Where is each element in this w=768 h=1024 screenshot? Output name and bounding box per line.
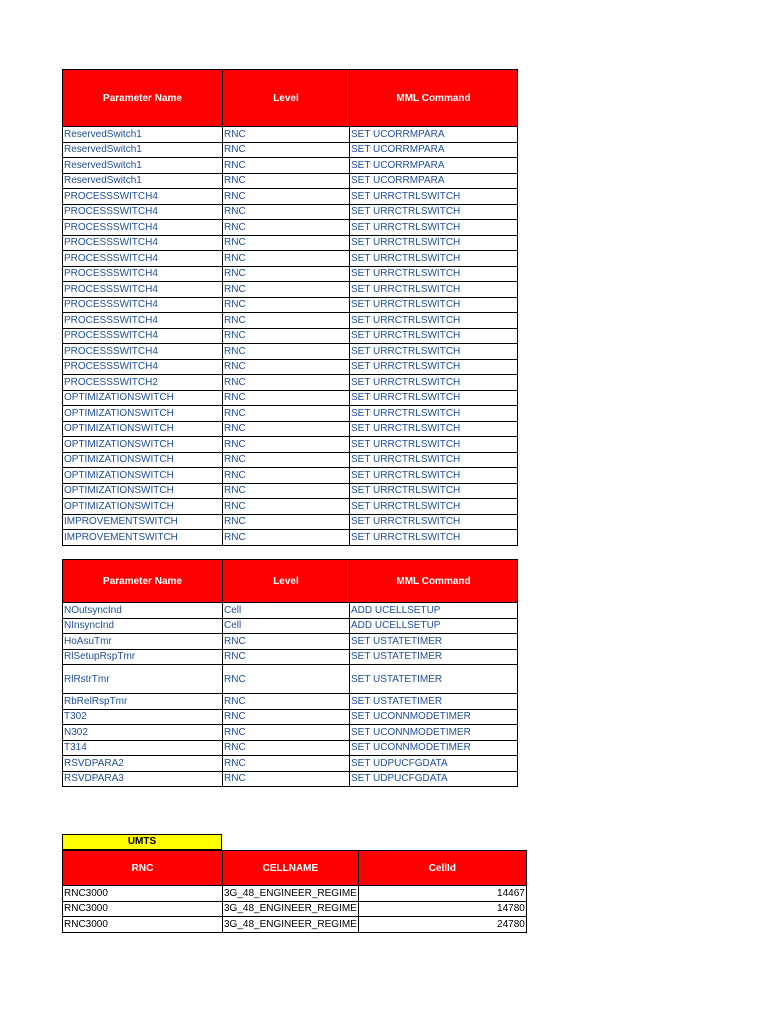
header-rnc: RNC <box>63 851 223 886</box>
table-cell: SET URRCTRLSWITCH <box>350 235 518 251</box>
table-row <box>63 886 527 902</box>
table-row <box>63 530 518 546</box>
table-cell: SET UCONNMODETIMER <box>350 709 518 725</box>
table-cell: RNC <box>223 344 350 360</box>
table-cell: 3G_48_ENGINEER_REGIME <box>223 886 359 902</box>
table-cell: PROCESSSWITCH4 <box>63 204 223 220</box>
parameter-table-2 <box>62 559 518 787</box>
table-row <box>63 313 518 329</box>
table-cell: RNC <box>223 530 350 546</box>
table-cell: SET URRCTRLSWITCH <box>350 282 518 298</box>
table-row <box>63 204 518 220</box>
table-cell: RNC <box>223 406 350 422</box>
cell-table <box>62 850 527 933</box>
header-mml-command: MML Command <box>350 70 518 127</box>
table-cell: SET UCONNMODETIMER <box>350 740 518 756</box>
table-cell: RNC3000 <box>63 901 223 917</box>
table-cell: RNC <box>223 694 350 710</box>
table-row <box>63 468 518 484</box>
table-cell: RNC <box>223 359 350 375</box>
table-cell: SET URRCTRLSWITCH <box>350 390 518 406</box>
table-cell: SET URRCTRLSWITCH <box>350 437 518 453</box>
table-row <box>63 375 518 391</box>
parameter-table-1 <box>62 69 518 546</box>
table-cell: RNC <box>223 297 350 313</box>
table-row <box>63 740 518 756</box>
table-cell: HoAsuTmr <box>63 634 223 650</box>
table-cell: OPTIMIZATIONSWITCH <box>63 437 223 453</box>
table-row <box>63 158 518 174</box>
table-cell: SET URRCTRLSWITCH <box>350 483 518 499</box>
table-row <box>63 725 518 741</box>
table-cell: RNC <box>223 514 350 530</box>
table-cell: OPTIMIZATIONSWITCH <box>63 421 223 437</box>
table-row <box>63 173 518 189</box>
table-cell: PROCESSSWITCH4 <box>63 359 223 375</box>
table-cell: OPTIMIZATIONSWITCH <box>63 468 223 484</box>
table-cell: 3G_48_ENGINEER_REGIME <box>223 917 359 933</box>
table-row <box>63 235 518 251</box>
table-cell: SET URRCTRLSWITCH <box>350 328 518 344</box>
table-cell: ReservedSwitch1 <box>63 173 223 189</box>
table-cell: RNC <box>223 189 350 205</box>
table-cell: ADD UCELLSETUP <box>350 603 518 619</box>
table-cell: SET URRCTRLSWITCH <box>350 189 518 205</box>
header-level: Level <box>223 560 350 603</box>
table-cell: RNC <box>223 421 350 437</box>
table-cell: RbRelRspTmr <box>63 694 223 710</box>
table-row <box>63 359 518 375</box>
table-cell: PROCESSSWITCH4 <box>63 266 223 282</box>
table-cell: SET UDPUCFGDATA <box>350 756 518 772</box>
table-cell: SET URRCTRLSWITCH <box>350 421 518 437</box>
table-cell: RNC <box>223 375 350 391</box>
header-cellid: CellId <box>358 851 526 886</box>
table-cell: OPTIMIZATIONSWITCH <box>63 390 223 406</box>
table-row <box>63 514 518 530</box>
header-parameter-name: Parameter Name <box>63 70 223 127</box>
table-cell: Cell <box>223 618 350 634</box>
table-cell: RNC <box>223 634 350 650</box>
table-row <box>63 189 518 205</box>
table-cell: OPTIMIZATIONSWITCH <box>63 499 223 515</box>
table-cell: SET URRCTRLSWITCH <box>350 251 518 267</box>
table-cell: SET URRCTRLSWITCH <box>350 530 518 546</box>
table-cell: SET USTATETIMER <box>350 694 518 710</box>
table-row <box>63 603 518 619</box>
table-cell: RNC <box>223 499 350 515</box>
table-row <box>63 499 518 515</box>
table-cell: PROCESSSWITCH4 <box>63 189 223 205</box>
table-cell: SET UCONNMODETIMER <box>350 725 518 741</box>
table-cell: RNC <box>223 649 350 665</box>
table-cell: RNC <box>223 468 350 484</box>
table-cell: RNC <box>223 313 350 329</box>
table-row <box>63 437 518 453</box>
table-cell: OPTIMIZATIONSWITCH <box>63 406 223 422</box>
table-cell: SET USTATETIMER <box>350 665 518 694</box>
table-cell: 14780 <box>358 901 526 917</box>
table-cell: RSVDPARA3 <box>63 771 223 787</box>
table-cell: SET URRCTRLSWITCH <box>350 499 518 515</box>
table-cell: PROCESSSWITCH4 <box>63 313 223 329</box>
table-cell: 24780 <box>358 917 526 933</box>
table-row <box>63 251 518 267</box>
table-row <box>63 901 527 917</box>
table-cell: SET URRCTRLSWITCH <box>350 204 518 220</box>
header-mml-command: MML Command <box>350 560 518 603</box>
table-cell: SET UCORRMPARA <box>350 142 518 158</box>
table-cell: RSVDPARA2 <box>63 756 223 772</box>
table-cell: RNC <box>223 266 350 282</box>
table-cell: T314 <box>63 740 223 756</box>
table-cell: ReservedSwitch1 <box>63 127 223 143</box>
table-cell: SET UDPUCFGDATA <box>350 771 518 787</box>
table-cell: ReservedSwitch1 <box>63 142 223 158</box>
table-cell: SET USTATETIMER <box>350 649 518 665</box>
table-cell: RNC <box>223 251 350 267</box>
header-cellname: CELLNAME <box>223 851 359 886</box>
table-cell: Cell <box>223 603 350 619</box>
table-cell: PROCESSSWITCH4 <box>63 297 223 313</box>
table-cell: RNC <box>223 235 350 251</box>
table-cell: SET UCORRMPARA <box>350 173 518 189</box>
table-cell: T302 <box>63 709 223 725</box>
table-cell: RNC <box>223 437 350 453</box>
table-cell: SET URRCTRLSWITCH <box>350 375 518 391</box>
table-cell: RNC <box>223 220 350 236</box>
table-cell: ADD UCELLSETUP <box>350 618 518 634</box>
table-row <box>63 142 518 158</box>
table-row <box>63 634 518 650</box>
table-cell: 3G_48_ENGINEER_REGIME <box>223 901 359 917</box>
table-cell: RNC <box>223 452 350 468</box>
table-cell: IMPROVEMENTSWITCH <box>63 514 223 530</box>
table-row <box>63 344 518 360</box>
table-row <box>63 406 518 422</box>
header-level: Level <box>223 70 350 127</box>
table-row <box>63 649 518 665</box>
table-cell: RNC3000 <box>63 917 223 933</box>
table-cell: RNC <box>223 740 350 756</box>
table-row <box>63 665 518 694</box>
table-row <box>63 328 518 344</box>
table-row <box>63 282 518 298</box>
table-cell: RNC <box>223 771 350 787</box>
table-cell: SET URRCTRLSWITCH <box>350 266 518 282</box>
table-cell: NOutsyncInd <box>63 603 223 619</box>
table-cell: PROCESSSWITCH4 <box>63 282 223 298</box>
header-parameter-name: Parameter Name <box>63 560 223 603</box>
table-cell: RNC <box>223 725 350 741</box>
table-cell: RNC <box>223 756 350 772</box>
table-cell: PROCESSSWITCH4 <box>63 344 223 360</box>
table-cell: SET URRCTRLSWITCH <box>350 344 518 360</box>
table-cell: SET USTATETIMER <box>350 634 518 650</box>
table-cell: OPTIMIZATIONSWITCH <box>63 452 223 468</box>
table-row <box>63 618 518 634</box>
table-cell: OPTIMIZATIONSWITCH <box>63 483 223 499</box>
table-cell: RlSetupRspTmr <box>63 649 223 665</box>
table-row <box>63 390 518 406</box>
table-cell: RNC <box>223 328 350 344</box>
table-row <box>63 452 518 468</box>
table-cell: 14467 <box>358 886 526 902</box>
table-cell: ReservedSwitch1 <box>63 158 223 174</box>
table-row <box>63 266 518 282</box>
table-cell: PROCESSSWITCH4 <box>63 251 223 267</box>
table-cell: RNC <box>223 173 350 189</box>
table-row <box>63 917 527 933</box>
table-cell: RNC <box>223 709 350 725</box>
table-cell: RNC <box>223 204 350 220</box>
table-row <box>63 297 518 313</box>
table-cell: RNC <box>223 483 350 499</box>
table-row <box>63 220 518 236</box>
table-cell: SET URRCTRLSWITCH <box>350 406 518 422</box>
table-cell: PROCESSSWITCH2 <box>63 375 223 391</box>
table-cell: SET URRCTRLSWITCH <box>350 220 518 236</box>
table-cell: SET URRCTRLSWITCH <box>350 452 518 468</box>
table-cell: PROCESSSWITCH4 <box>63 220 223 236</box>
table-row <box>63 756 518 772</box>
table-row <box>63 421 518 437</box>
table-cell: IMPROVEMENTSWITCH <box>63 530 223 546</box>
table-row <box>63 483 518 499</box>
table-cell: SET URRCTRLSWITCH <box>350 297 518 313</box>
table-row <box>63 771 518 787</box>
table-cell: RNC <box>223 127 350 143</box>
table-cell: SET URRCTRLSWITCH <box>350 313 518 329</box>
table-cell: RNC <box>223 158 350 174</box>
umts-label: UMTS <box>62 834 222 850</box>
table-cell: N302 <box>63 725 223 741</box>
table-cell: RNC <box>223 282 350 298</box>
table-cell: RNC <box>223 390 350 406</box>
table-cell: RNC3000 <box>63 886 223 902</box>
table-cell: PROCESSSWITCH4 <box>63 328 223 344</box>
table-cell: PROCESSSWITCH4 <box>63 235 223 251</box>
table-cell: SET URRCTRLSWITCH <box>350 468 518 484</box>
table-cell: RlRstrTmr <box>63 665 223 694</box>
table-cell: SET URRCTRLSWITCH <box>350 514 518 530</box>
table-row <box>63 127 518 143</box>
table-cell: RNC <box>223 142 350 158</box>
table-cell: SET URRCTRLSWITCH <box>350 359 518 375</box>
table-cell: SET UCORRMPARA <box>350 127 518 143</box>
table-row <box>63 709 518 725</box>
table-cell: SET UCORRMPARA <box>350 158 518 174</box>
table-cell: NInsyncInd <box>63 618 223 634</box>
table-row <box>63 694 518 710</box>
table-cell: RNC <box>223 665 350 694</box>
